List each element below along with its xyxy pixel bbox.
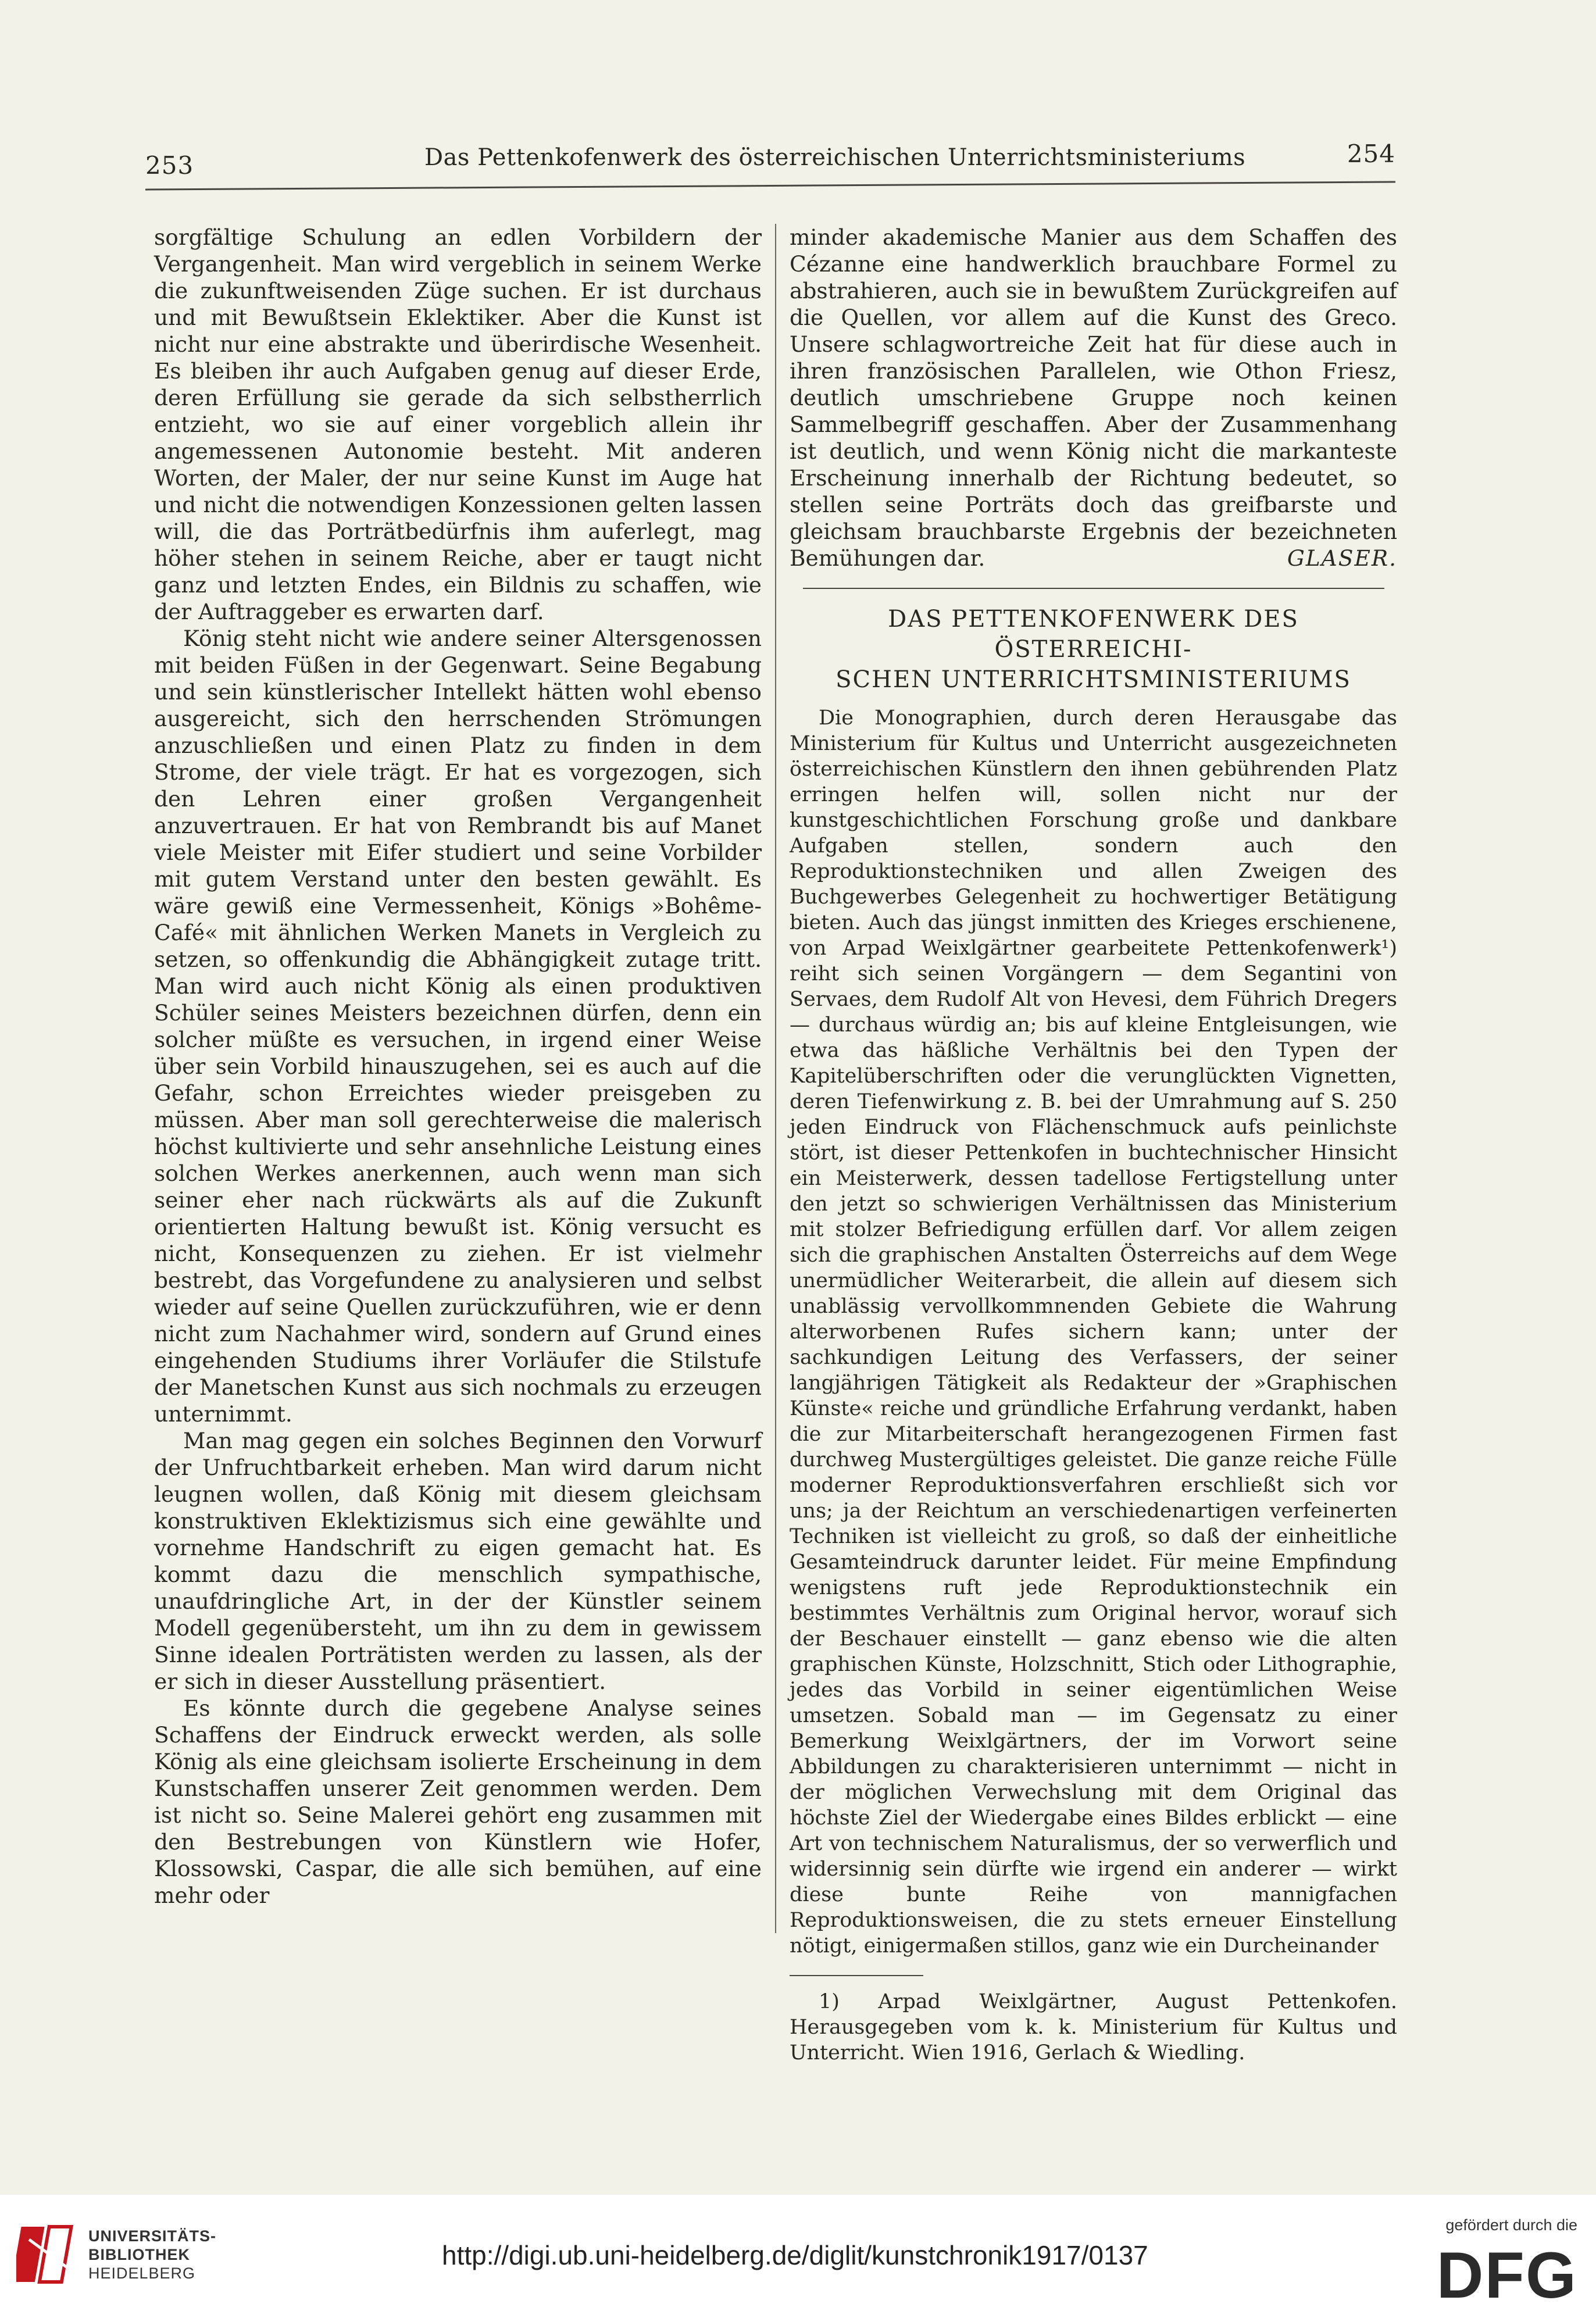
page-number-right: 254 — [1347, 140, 1395, 168]
paragraph — [790, 224, 1397, 572]
institution-line: UNIVERSITÄTS- — [88, 2227, 217, 2245]
funding-label: gefördert durch die — [1445, 2216, 1577, 2234]
section-heading-line: SCHEN UNTERRICHTSMINISTERIUMS — [836, 666, 1351, 693]
footnote-rule — [790, 1975, 923, 1976]
paragraph: Es könnte durch die gegebene Analyse seines Schaffens der Eindruck erweckt werden, als solle König als eine gleichsam isolierte Erscheinung in dem Kunstschaffen unserer Zeit genommen werden. Dem ist nicht so. Seine Malerei gehört eng zusammen mit den Bestrebungen von Künstlern wie Hofer, Klossowski, Caspar, die alle sich bemühen, auf eine mehr oder — [154, 1695, 762, 1908]
institution-line: HEIDELBERG — [88, 2265, 196, 2282]
page-number-left: 253 — [145, 151, 194, 180]
paragraph: König steht nicht wie andere seiner Altersgenossen mit beiden Füßen in der Gegenwart. Seine Begabung und sein künstlerischer Intellekt hätten wohl ebenso ausgereicht, sich den herrschenden Strömungen anzuschließen und einen Platz zu finden in dem Strome, der viele trägt. Er hat es vorgezogen, sich den Lehren einer großen Vergangenheit anzuvertrauen. Er hat von Rembrandt bis auf Manet viele Meister mit Eifer studiert und seine Vorbilder mit gutem Verstand unter den besten gewählt. Es wäre gewiß eine Vermessenheit, Königs »Bohême-Café« mit ähnlichen Werken Manets in Vergleich zu setzen, so offenkundig die Abhängigkeit zutage tritt. Man wird auch nicht König als einen produktiven Schüler seines Meisters bezeichnen dürfen, denn ein solcher müßte es versuchen, in irgend einer Weise über sein Vorbild hinauszugehen, sei es auch auf die Gefahr, schon Erreichtes wieder preisgeben zu müssen. Aber man soll gerechterweise die malerisch höchst kultivierte und sehr ansehnliche Leistung eines solchen Werkes anerkennen, auch wenn man sich seiner eher nach rückwärts als auf die Zukunft orientierten Haltung bewußt ist. König versucht es nicht, Konsequenzen zu ziehen. Er ist vielmehr bestrebt, das Vorgefundene zu analysieren und selbst wieder auf seine Quellen zurückzuführen, wie er denn nicht zum Nachahmer wird, sondern auf Grund eines eingehenden Studiums ihrer Vorläufer die Stilstufe der Manetschen Kunst aus sich nochmals zu erzeugen unternimmt. — [154, 626, 762, 1427]
running-head — [145, 140, 1395, 186]
institution-line: BIBLIOTHEK — [88, 2246, 190, 2263]
column-divider — [775, 224, 776, 1933]
paragraph: sorgfältige Schulung an edlen Vorbildern der Vergangenheit. Man wird vergeblich in seinem Werke die zukunftweisenden Züge suchen. Er ist durchaus und mit Bewußtsein Eklektiker. Aber die Kunst ist nicht nur eine abstrakte und überirdische Wesenheit. Es bleiben ihr auch Aufgaben genug auf dieser Erde, deren Erfüllung sie gerade da sich selbstherrlich entzieht, wo sie auf einer vorgeblich allein ihr angemessenen Autonomie besteht. Mit anderen Worten, der Maler, der nur seine Kunst im Auge hat und nicht die notwendigen Konzessionen gelten lassen will, die das Porträtbedürfnis ihm auferlegt, mag höher stehen in seinem Reiche, aber er taugt nicht ganz und letzten Endes, ein Bildnis zu schaffen, wie der Auftraggeber es erwarten darf. — [154, 224, 762, 624]
section-heading-line: DAS PETTENKOFENWERK DES ÖSTERREICHI- — [888, 606, 1299, 663]
author-signature: GLASER. — [1287, 545, 1397, 571]
section-divider — [803, 588, 1384, 589]
running-title: Das Pettenkofenwerk des österreichischen Unterrichtsministeriums — [424, 144, 1246, 171]
footnote: 1) Arpad Weixlgärtner, August Pettenkofen. Herausgegeben vom k. k. Ministerium für Kultus und Unterricht. Wien 1916, Gerlach & Wiedling. — [790, 1990, 1397, 2065]
university-library-logo-icon — [16, 2222, 80, 2286]
left-column — [154, 224, 762, 1909]
section-heading — [790, 604, 1397, 695]
paragraph: Die Monographien, durch deren Herausgabe das Ministerium für Kultus und Unterricht ausgezeichneten österreichischen Künstlern den ihnen gebührenden Platz erringen helfen will, sollen nicht nur der kunstgeschichtlichen Forschung große und dankbare Aufgaben stellen, sondern auch den Reproduktionstechniken und allen Zweigen des Buchgewerbes Gelegenheit zu hochwertiger Betätigung bieten. Auch das jüngst inmitten des Krieges erschienene, von Arpad Weixlgärtner gearbeitete Pettenkofenwerk¹) reiht sich seinen Vorgängern — dem Segantini von Servaes, dem Rudolf Alt von Hevesi, dem Führich Dregers — durchaus würdig an; bis auf kleine Entgleisungen, wie etwa das häßliche Verhältnis bei den Typen der Kapitelüberschriften oder die verunglückten Vignetten, deren Tiefenwirkung z. B. bei der Umrahmung auf S. 250 jeden Eindruck von Flächenschmuck aufs peinlichste stört, ist dieser Pettenkofen in buchtechnischer Hinsicht ein Meisterwerk, dessen tadellose Fertigstellung unter den jetzt so schwierigen Verhältnissen das Ministerium mit stolzer Befriedigung erfüllen darf. Vor allem zeigen sich die graphischen Anstalten Österreichs auf dem Wege unermüdlicher Weiterarbeit, die allein auf diesem sich unablässig vervollkommnenden Gebiete die Wahrung alterworbenen Rufes sichern kann; unter der sachkundigen Leitung des Verfassers, der seiner langjährigen Tätigkeit als Redakteur der »Graphischen Künste« reiche und gründliche Erfahrung verdankt, haben die zur Mitarbeiterschaft herangezogenen Firmen fast durchweg Mustergültiges geleistet. Die ganze reiche Fülle moderner Reproduktionsverfahren erschließt sich vor uns; ja der Reichtum an verschiedenartigen verfeinerten Techniken ist vielleicht zu groß, so daß der einheitliche Gesamteindruck darunter leidet. Für meine Empfindung wenigstens ruft jede Reproduktionstechnik ein bestimmtes Verhältnis zum Original hervor, worauf sich der Beschauer einstellt — ganz ebenso wie die alten graphischen Künste, Holzschnitt, Stich oder Lithographie, jedes das Vorbild in seiner eigentümlichen Weise umsetzen. Sobald man — im Gegensatz zu einer Bemerkung Weixlgärtners, der im Vorwort seine Abbildungen zu charakterisieren unternimmt — nicht in der möglichen Verwechslung mit dem Original das höchste Ziel der Wiedergabe eines Bildes erblickt — eine Art von technischem Naturalismus, der so verwerflich und widersinnig sein dürfte wie irgend ein anderer — wirkt diese bunte Reihe von mannigfachen Reproduktionsweisen, die zu stets erneuer Einstellung nötigt, einigermaßen stillos, ganz wie ein Durcheinander — [790, 706, 1397, 1958]
institution-name — [88, 2227, 216, 2283]
paragraph-text: minder akademische Manier aus dem Schaffen des Cézanne eine handwerklich brauchbare Formel zu abstrahieren, auch sie in bewußtem Zurückgreifen auf die Quellen, vor allem auf die Kunst des Greco. Unsere schlagwortreiche Zeit hat für diese auch in ihren französischen Parallelen, wie Othon Friesz, deutlich umschriebene Gruppe noch keinen Sammelbegriff geschaffen. Aber der Zusammenhang ist deutlich, und wenn König nicht die markanteste Erscheinung innerhalb der Richtung bedeutet, so stellen seine Porträts doch das greifbarste und gleichsam brauchbarste Ergebnis der bezeichneten Bemühungen dar. — [790, 224, 1397, 571]
source-url-link[interactable]: http://digi.ub.uni-heidelberg.de/diglit/kunstchronik1917/0137 — [442, 2240, 1148, 2270]
dfg-logo: DFG — [1436, 2239, 1577, 2312]
right-column — [790, 224, 1397, 2066]
paragraph: Man mag gegen ein solches Beginnen den Vorwurf der Unfruchtbarkeit erheben. Man wird darum nicht leugnen wollen, daß König mit diesem gleichsam konstruktiven Eklektizismus sich eine gewählte und vornehme Handschrift zu eigen gemacht hat. Es kommt dazu die menschlich sympathische, unaufdringliche Art, in der der Künstler seinem Modell gegenübersteht, um ihn zu dem in gewissem Sinne idealen Porträtisten werden zu lassen, als der er sich in dieser Ausstellung präsentiert. — [154, 1428, 762, 1694]
